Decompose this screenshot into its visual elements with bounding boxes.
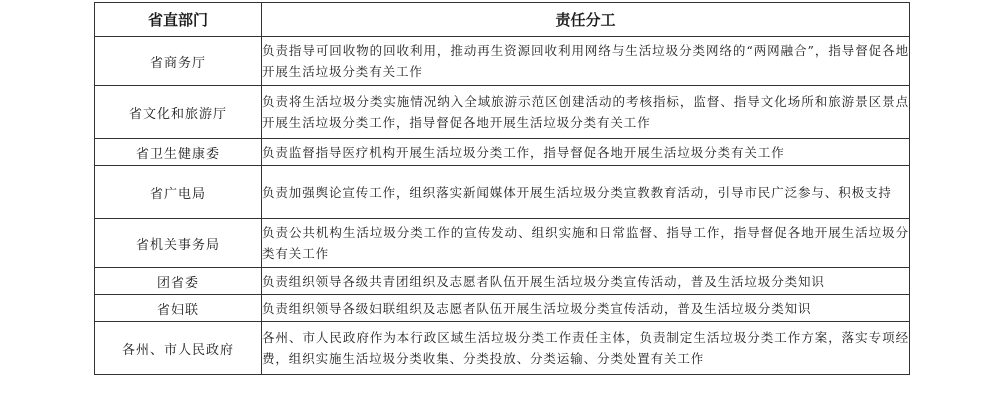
table-row: [95, 268, 910, 295]
header-responsibility: 责任分工: [262, 3, 910, 37]
table-row: [95, 322, 910, 375]
department-cell: 省妇联: [95, 295, 262, 322]
table-row: [95, 37, 910, 86]
department-cell: 各州、市人民政府: [95, 322, 262, 375]
table-row: [95, 166, 910, 219]
table-row: [95, 295, 910, 322]
header-department: 省直部门: [95, 3, 262, 37]
responsibility-cell: 负责组织领导各级妇联组织及志愿者队伍开展生活垃圾分类宣传活动，普及生活垃圾分类知识: [262, 295, 910, 322]
department-cell: 省文化和旅游厅: [95, 86, 262, 139]
responsibility-cell: 负责组织领导各级共青团组织及志愿者队伍开展生活垃圾分类宣传活动，普及生活垃圾分类知识: [262, 268, 910, 295]
department-cell: 省机关事务局: [95, 219, 262, 268]
responsibility-cell: 负责公共机构生活垃圾分类工作的宣传发动、组织实施和日常监督、指导工作，指导督促各地开展生活垃圾分类有关工作: [262, 219, 910, 268]
responsibility-cell: 负责监督指导医疗机构开展生活垃圾分类工作，指导督促各地开展生活垃圾分类有关工作: [262, 139, 910, 166]
responsibility-cell: 负责将生活垃圾分类实施情况纳入全域旅游示范区创建活动的考核指标，监督、指导文化场所和旅游景区景点开展生活垃圾分类工作，指导督促各地开展生活垃圾分类有关工作: [262, 86, 910, 139]
responsibility-table: [94, 2, 910, 375]
department-cell: 省广电局: [95, 166, 262, 219]
department-cell: 团省委: [95, 268, 262, 295]
table-header: [95, 3, 910, 37]
table-row: [95, 86, 910, 139]
table-row: [95, 219, 910, 268]
table-body: [95, 37, 910, 375]
table-row: [95, 139, 910, 166]
department-cell: 省卫生健康委: [95, 139, 262, 166]
responsibility-cell: 各州、市人民政府作为本行政区域生活垃圾分类工作责任主体，负责制定生活垃圾分类工作方案，落实专项经费，组织实施生活垃圾分类收集、分类投放、分类运输、分类处置有关工作: [262, 322, 910, 375]
responsibility-cell: 负责指导可回收物的回收利用，推动再生资源回收利用网络与生活垃圾分类网络的“两网融合”，指导督促各地开展生活垃圾分类有关工作: [262, 37, 910, 86]
header-row: [95, 3, 910, 37]
department-cell: 省商务厅: [95, 37, 262, 86]
responsibility-cell: 负责加强舆论宣传工作，组织落实新闻媒体开展生活垃圾分类宣教教育活动，引导市民广泛参与、积极支持: [262, 166, 910, 219]
